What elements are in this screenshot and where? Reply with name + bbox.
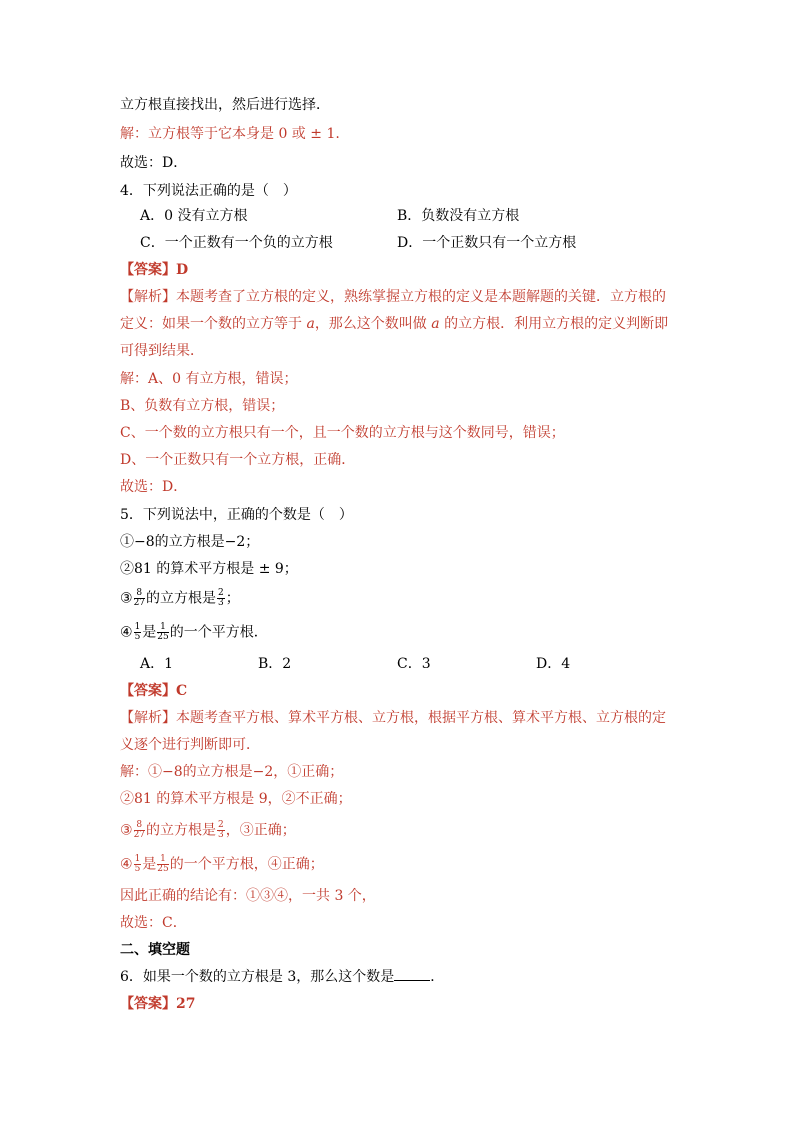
question-6: [120, 968, 444, 986]
denominator: 25: [157, 864, 169, 874]
text-span: 6．如果一个数的立方根是 3，那么这个数是: [120, 969, 395, 985]
solution-line: B、负数有立方根，错误；: [120, 398, 285, 414]
analysis-line: 【解析】本题考查平方根、算术平方根、立方根，根据平方根、算术平方根、立方根的定: [120, 710, 666, 726]
answer-blank: [394, 968, 430, 981]
statement-3: [120, 589, 240, 608]
denominator: 27: [133, 830, 146, 840]
numerator: 2: [218, 820, 224, 830]
solution-line: D、一个正数只有一个立方根，正确．: [120, 452, 356, 468]
q4-option-c: C．一个正数有一个负的立方根: [140, 235, 333, 251]
variable-a: a: [431, 316, 440, 332]
text-span: ③: [120, 590, 133, 607]
numerator: 1: [157, 855, 168, 865]
solution-line: [120, 855, 324, 874]
question-4: 4．下列说法正确的是（ ）: [120, 183, 297, 199]
statement-1: ①−8的立方根是−2；: [120, 534, 260, 550]
text-span: ④: [120, 624, 133, 641]
analysis-line: 【解析】本题考查了立方根的定义，熟练掌握立方根的定义是本题解题的关键．立方根的: [120, 289, 666, 305]
solution-line: 解：A、0 有立方根，错误；: [120, 371, 298, 387]
fraction: [157, 855, 168, 874]
analysis-line: 义逐个进行判断即可．: [120, 737, 260, 753]
solution-line: ②81 的算术平方根是 9，②不正确；: [120, 791, 352, 807]
solution-line: 故选：D．: [120, 479, 188, 495]
answer-label: 【答案】27: [120, 996, 196, 1012]
q5-option-c: C．3: [397, 656, 431, 672]
section-heading: 二、填空题: [120, 942, 190, 958]
numerator: 1: [134, 854, 141, 864]
denominator: 5: [134, 632, 141, 642]
numerator: 1: [134, 622, 141, 632]
text-span: ；: [225, 590, 240, 607]
denominator: 5: [134, 864, 141, 874]
text-span: ，那么这个数叫做: [314, 316, 432, 332]
text-span: ④: [120, 856, 133, 873]
fraction: [157, 623, 168, 642]
q5-option-a: A．1: [140, 656, 174, 672]
fraction: [134, 589, 145, 608]
text-line: 故选：D．: [120, 155, 188, 171]
text-span: 是: [142, 624, 157, 641]
statement-2: ②81 的算术平方根是 ± 9；: [120, 561, 298, 577]
q4-option-b: B．负数没有立方根: [397, 208, 520, 224]
text-span: 定义：如果一个数的立方等于: [120, 316, 307, 332]
question-5: 5．下列说法中，正确的个数是（ ）: [120, 507, 353, 523]
q4-option-a: A．0 没有立方根: [140, 208, 248, 224]
q5-option-b: B．2: [258, 656, 292, 672]
text-span: ③: [120, 822, 133, 839]
text-span: ，③正确；: [225, 822, 296, 839]
fraction: [217, 821, 225, 840]
variable-a: a: [306, 316, 315, 332]
numerator: 8: [134, 821, 145, 831]
solution-line: 因此正确的结论有：①③④，一共 3 个，: [120, 888, 376, 904]
numerator: 1: [157, 623, 168, 633]
solution-line: C、一个数的立方根只有一个，且一个数的立方根与这个数同号，错误；: [120, 425, 565, 441]
text-span: 的一个平方根，④正确；: [169, 856, 324, 873]
denominator: 27: [133, 598, 146, 608]
answer-label: 【答案】C: [120, 683, 188, 699]
q5-option-d: D．4: [536, 656, 571, 672]
numerator: 8: [134, 589, 145, 599]
fraction: [134, 855, 142, 874]
fraction: [134, 821, 145, 840]
denominator: 3: [218, 830, 224, 840]
solution-line: 解：①−8的立方根是−2，①正确；: [120, 764, 344, 780]
text-span: ．: [430, 969, 445, 985]
text-span: 的一个平方根．: [169, 624, 268, 641]
solution-line: 解：立方根等于它本身是 0 或 ± 1.: [120, 126, 340, 142]
answer-label: 【答案】D: [120, 262, 189, 278]
q4-option-d: D．一个正数只有一个立方根: [397, 235, 577, 251]
denominator: 3: [218, 598, 224, 608]
text-line: 立方根直接找出，然后进行选择．: [120, 97, 330, 113]
denominator: 25: [157, 632, 169, 642]
statement-4: [120, 623, 268, 642]
analysis-line: 可得到结果．: [120, 343, 204, 359]
fraction: [217, 589, 225, 608]
fraction: [134, 623, 142, 642]
text-span: 的立方根是: [146, 590, 217, 607]
analysis-line: [120, 315, 668, 333]
solution-line: [120, 821, 296, 840]
solution-line: 故选：C．: [120, 915, 187, 931]
text-span: 的立方根是: [146, 822, 217, 839]
text-span: 的立方根．利用立方根的定义判断即: [439, 316, 669, 332]
numerator: 2: [218, 588, 224, 598]
text-span: 是: [142, 856, 157, 873]
